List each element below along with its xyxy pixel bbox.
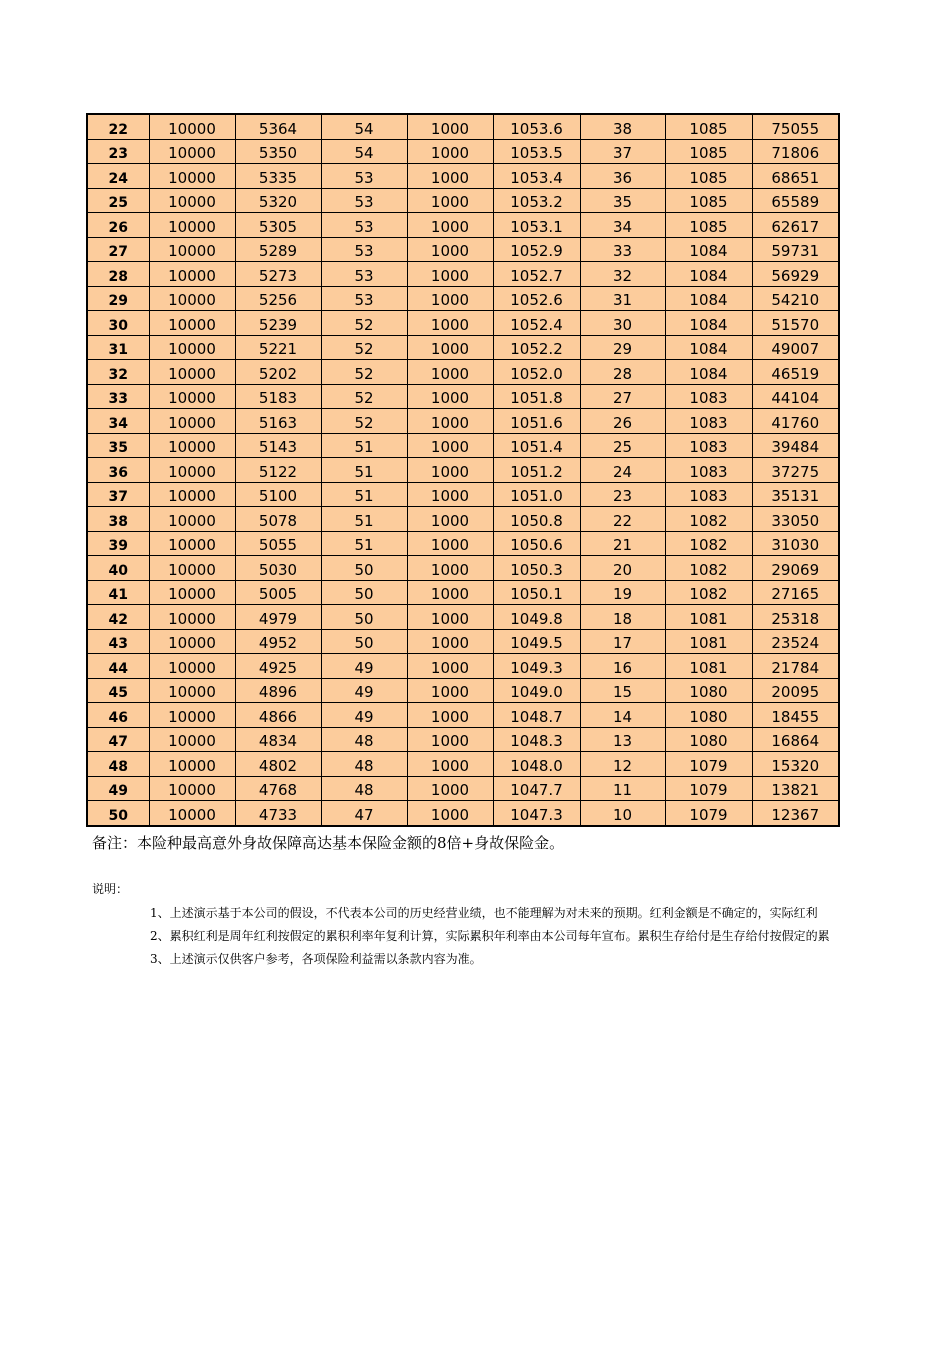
sum-assured-cell: 10000 [149,458,235,483]
col-6-cell: 1053.1 [493,213,580,238]
col-4-cell: 52 [321,409,407,434]
col-9-cell: 18455 [752,703,839,728]
col-9-cell: 13821 [752,776,839,801]
table-row [87,286,839,311]
col-7-cell: 11 [580,776,665,801]
col-4-cell: 51 [321,531,407,556]
premium-cell: 4925 [235,654,321,679]
col-8-cell: 1083 [665,458,752,483]
col-5-cell: 1000 [407,703,493,728]
premium-cell: 4952 [235,629,321,654]
premium-cell: 4802 [235,752,321,777]
col-5-cell: 1000 [407,335,493,360]
premium-cell: 5078 [235,507,321,532]
age-cell: 42 [87,605,149,630]
table-row [87,433,839,458]
col-9-cell: 65589 [752,188,839,213]
table-row [87,678,839,703]
age-cell: 44 [87,654,149,679]
age-cell: 26 [87,213,149,238]
col-4-cell: 48 [321,752,407,777]
sum-assured-cell: 10000 [149,409,235,434]
col-4-cell: 50 [321,605,407,630]
col-4-cell: 50 [321,580,407,605]
col-6-cell: 1048.3 [493,727,580,752]
sum-assured-cell: 10000 [149,384,235,409]
col-9-cell: 20095 [752,678,839,703]
table-row [87,139,839,164]
explanation-item: 2、累积红利是周年红利按假定的累积利率年复利计算，实际累积年利率由本公司每年宣布。累积生存给付是生存给付按假定的累 [150,929,830,943]
col-8-cell: 1085 [665,114,752,139]
age-cell: 40 [87,556,149,581]
sum-assured-cell: 10000 [149,654,235,679]
col-4-cell: 50 [321,556,407,581]
col-6-cell: 1052.0 [493,360,580,385]
col-5-cell: 1000 [407,458,493,483]
col-9-cell: 27165 [752,580,839,605]
age-cell: 45 [87,678,149,703]
col-4-cell: 49 [321,678,407,703]
premium-cell: 5273 [235,262,321,287]
col-6-cell: 1052.9 [493,237,580,262]
col-6-cell: 1050.3 [493,556,580,581]
col-7-cell: 16 [580,654,665,679]
table-row [87,335,839,360]
age-cell: 47 [87,727,149,752]
col-4-cell: 49 [321,703,407,728]
col-9-cell: 21784 [752,654,839,679]
col-8-cell: 1084 [665,262,752,287]
sum-assured-cell: 10000 [149,776,235,801]
premium-cell: 4896 [235,678,321,703]
col-8-cell: 1085 [665,139,752,164]
sum-assured-cell: 10000 [149,286,235,311]
age-cell: 41 [87,580,149,605]
col-9-cell: 29069 [752,556,839,581]
sum-assured-cell: 10000 [149,727,235,752]
col-4-cell: 53 [321,164,407,189]
table-row [87,164,839,189]
age-cell: 32 [87,360,149,385]
age-cell: 48 [87,752,149,777]
col-9-cell: 68651 [752,164,839,189]
sum-assured-cell: 10000 [149,311,235,336]
col-4-cell: 52 [321,335,407,360]
premium-cell: 5289 [235,237,321,262]
col-7-cell: 14 [580,703,665,728]
col-9-cell: 16864 [752,727,839,752]
col-6-cell: 1051.0 [493,482,580,507]
col-9-cell: 44104 [752,384,839,409]
col-5-cell: 1000 [407,507,493,532]
premium-cell: 4866 [235,703,321,728]
col-8-cell: 1080 [665,727,752,752]
sum-assured-cell: 10000 [149,139,235,164]
benefit-table-body [87,114,839,826]
premium-cell: 5335 [235,164,321,189]
col-8-cell: 1079 [665,801,752,826]
col-9-cell: 35131 [752,482,839,507]
premium-cell: 5030 [235,556,321,581]
col-6-cell: 1050.6 [493,531,580,556]
col-8-cell: 1080 [665,678,752,703]
col-5-cell: 1000 [407,482,493,507]
age-cell: 29 [87,286,149,311]
col-7-cell: 36 [580,164,665,189]
col-4-cell: 53 [321,237,407,262]
col-8-cell: 1084 [665,335,752,360]
col-6-cell: 1053.4 [493,164,580,189]
col-5-cell: 1000 [407,654,493,679]
sum-assured-cell: 10000 [149,678,235,703]
premium-cell: 5305 [235,213,321,238]
premium-cell: 4768 [235,776,321,801]
col-7-cell: 26 [580,409,665,434]
col-7-cell: 15 [580,678,665,703]
col-6-cell: 1050.8 [493,507,580,532]
col-5-cell: 1000 [407,286,493,311]
col-5-cell: 1000 [407,556,493,581]
col-7-cell: 19 [580,580,665,605]
col-9-cell: 54210 [752,286,839,311]
col-8-cell: 1079 [665,776,752,801]
col-9-cell: 75055 [752,114,839,139]
col-8-cell: 1081 [665,654,752,679]
sum-assured-cell: 10000 [149,605,235,630]
age-cell: 25 [87,188,149,213]
explanation-item: 3、上述演示仅供客户参考，各项保险利益需以条款内容为准。 [150,952,482,966]
col-4-cell: 52 [321,384,407,409]
col-7-cell: 20 [580,556,665,581]
col-6-cell: 1052.4 [493,311,580,336]
col-4-cell: 51 [321,458,407,483]
table-row [87,384,839,409]
sum-assured-cell: 10000 [149,629,235,654]
col-8-cell: 1083 [665,433,752,458]
premium-cell: 5122 [235,458,321,483]
col-5-cell: 1000 [407,776,493,801]
col-9-cell: 59731 [752,237,839,262]
sum-assured-cell: 10000 [149,188,235,213]
age-cell: 35 [87,433,149,458]
sum-assured-cell: 10000 [149,801,235,826]
age-cell: 38 [87,507,149,532]
col-7-cell: 12 [580,752,665,777]
age-cell: 28 [87,262,149,287]
premium-cell: 4979 [235,605,321,630]
col-6-cell: 1053.5 [493,139,580,164]
col-9-cell: 33050 [752,507,839,532]
explanation-title: 说明： [92,882,129,896]
col-7-cell: 37 [580,139,665,164]
col-4-cell: 49 [321,654,407,679]
sum-assured-cell: 10000 [149,703,235,728]
col-7-cell: 38 [580,114,665,139]
explanation-item: 1、上述演示基于本公司的假设，不代表本公司的历史经营业绩，也不能理解为对未来的预期。红利金额是不确定的，实际红利 [150,906,818,920]
age-cell: 50 [87,801,149,826]
table-row [87,237,839,262]
sum-assured-cell: 10000 [149,237,235,262]
premium-cell: 5256 [235,286,321,311]
col-6-cell: 1052.2 [493,335,580,360]
col-5-cell: 1000 [407,237,493,262]
col-5-cell: 1000 [407,531,493,556]
col-7-cell: 22 [580,507,665,532]
sum-assured-cell: 10000 [149,482,235,507]
col-5-cell: 1000 [407,580,493,605]
table-row [87,311,839,336]
col-7-cell: 28 [580,360,665,385]
col-5-cell: 1000 [407,114,493,139]
age-cell: 46 [87,703,149,728]
col-4-cell: 53 [321,286,407,311]
col-4-cell: 51 [321,482,407,507]
premium-cell: 5100 [235,482,321,507]
table-row [87,482,839,507]
col-6-cell: 1049.0 [493,678,580,703]
table-row [87,458,839,483]
table-row [87,114,839,139]
col-8-cell: 1083 [665,482,752,507]
col-5-cell: 1000 [407,213,493,238]
col-5-cell: 1000 [407,629,493,654]
col-4-cell: 54 [321,139,407,164]
age-cell: 34 [87,409,149,434]
col-8-cell: 1083 [665,409,752,434]
sum-assured-cell: 10000 [149,556,235,581]
premium-cell: 5005 [235,580,321,605]
age-cell: 27 [87,237,149,262]
premium-cell: 5163 [235,409,321,434]
col-4-cell: 53 [321,188,407,213]
col-9-cell: 39484 [752,433,839,458]
sum-assured-cell: 10000 [149,213,235,238]
col-7-cell: 18 [580,605,665,630]
col-6-cell: 1050.1 [493,580,580,605]
premium-cell: 5221 [235,335,321,360]
col-8-cell: 1081 [665,629,752,654]
table-row [87,531,839,556]
col-7-cell: 10 [580,801,665,826]
col-7-cell: 25 [580,433,665,458]
col-4-cell: 51 [321,507,407,532]
age-cell: 37 [87,482,149,507]
col-7-cell: 35 [580,188,665,213]
col-7-cell: 24 [580,458,665,483]
table-row [87,213,839,238]
col-8-cell: 1084 [665,286,752,311]
sum-assured-cell: 10000 [149,335,235,360]
table-row [87,654,839,679]
col-6-cell: 1052.6 [493,286,580,311]
col-4-cell: 54 [321,114,407,139]
col-8-cell: 1084 [665,311,752,336]
table-row [87,776,839,801]
col-5-cell: 1000 [407,752,493,777]
table-row [87,605,839,630]
benefit-table [86,113,840,827]
col-7-cell: 17 [580,629,665,654]
col-8-cell: 1082 [665,556,752,581]
col-6-cell: 1052.7 [493,262,580,287]
col-8-cell: 1085 [665,164,752,189]
sum-assured-cell: 10000 [149,752,235,777]
sum-assured-cell: 10000 [149,433,235,458]
col-4-cell: 52 [321,360,407,385]
age-cell: 30 [87,311,149,336]
col-9-cell: 46519 [752,360,839,385]
premium-cell: 5350 [235,139,321,164]
sum-assured-cell: 10000 [149,262,235,287]
sum-assured-cell: 10000 [149,531,235,556]
col-6-cell: 1053.6 [493,114,580,139]
col-8-cell: 1085 [665,188,752,213]
table-row [87,801,839,826]
table-row [87,188,839,213]
col-7-cell: 13 [580,727,665,752]
col-7-cell: 32 [580,262,665,287]
col-8-cell: 1082 [665,580,752,605]
col-6-cell: 1053.2 [493,188,580,213]
col-7-cell: 34 [580,213,665,238]
age-cell: 39 [87,531,149,556]
age-cell: 33 [87,384,149,409]
col-4-cell: 48 [321,776,407,801]
sum-assured-cell: 10000 [149,114,235,139]
explanation-list [150,902,950,971]
col-4-cell: 47 [321,801,407,826]
col-4-cell: 53 [321,213,407,238]
sum-assured-cell: 10000 [149,507,235,532]
col-6-cell: 1047.3 [493,801,580,826]
premium-cell: 4733 [235,801,321,826]
col-6-cell: 1049.3 [493,654,580,679]
col-9-cell: 62617 [752,213,839,238]
col-7-cell: 31 [580,286,665,311]
col-7-cell: 33 [580,237,665,262]
age-cell: 31 [87,335,149,360]
col-6-cell: 1048.0 [493,752,580,777]
premium-cell: 5202 [235,360,321,385]
age-cell: 22 [87,114,149,139]
col-5-cell: 1000 [407,727,493,752]
table-row [87,409,839,434]
table-row [87,360,839,385]
sum-assured-cell: 10000 [149,580,235,605]
col-9-cell: 56929 [752,262,839,287]
col-9-cell: 51570 [752,311,839,336]
col-5-cell: 1000 [407,188,493,213]
col-5-cell: 1000 [407,409,493,434]
col-5-cell: 1000 [407,678,493,703]
age-cell: 43 [87,629,149,654]
col-6-cell: 1051.6 [493,409,580,434]
age-cell: 24 [87,164,149,189]
col-6-cell: 1051.8 [493,384,580,409]
premium-cell: 4834 [235,727,321,752]
col-6-cell: 1051.2 [493,458,580,483]
col-7-cell: 27 [580,384,665,409]
premium-cell: 5320 [235,188,321,213]
col-6-cell: 1051.4 [493,433,580,458]
col-5-cell: 1000 [407,433,493,458]
col-5-cell: 1000 [407,801,493,826]
col-5-cell: 1000 [407,262,493,287]
col-9-cell: 31030 [752,531,839,556]
col-5-cell: 1000 [407,605,493,630]
premium-cell: 5055 [235,531,321,556]
col-9-cell: 37275 [752,458,839,483]
col-7-cell: 21 [580,531,665,556]
col-8-cell: 1082 [665,507,752,532]
col-8-cell: 1080 [665,703,752,728]
col-4-cell: 51 [321,433,407,458]
premium-cell: 5364 [235,114,321,139]
table-row [87,580,839,605]
remark-note: 备注：本险种最高意外身故保障高达基本保险金额的8倍+身故保险金。 [92,834,565,852]
col-8-cell: 1079 [665,752,752,777]
table-row [87,507,839,532]
premium-cell: 5183 [235,384,321,409]
col-5-cell: 1000 [407,384,493,409]
col-4-cell: 50 [321,629,407,654]
col-8-cell: 1084 [665,360,752,385]
table-row [87,629,839,654]
col-7-cell: 23 [580,482,665,507]
age-cell: 23 [87,139,149,164]
table-row [87,556,839,581]
premium-cell: 5143 [235,433,321,458]
col-9-cell: 23524 [752,629,839,654]
col-9-cell: 71806 [752,139,839,164]
col-4-cell: 48 [321,727,407,752]
sum-assured-cell: 10000 [149,360,235,385]
col-9-cell: 12367 [752,801,839,826]
table-row [87,727,839,752]
col-8-cell: 1084 [665,237,752,262]
col-8-cell: 1083 [665,384,752,409]
premium-cell: 5239 [235,311,321,336]
age-cell: 49 [87,776,149,801]
table-row [87,262,839,287]
sum-assured-cell: 10000 [149,164,235,189]
col-5-cell: 1000 [407,360,493,385]
col-6-cell: 1047.7 [493,776,580,801]
col-9-cell: 49007 [752,335,839,360]
col-9-cell: 41760 [752,409,839,434]
col-7-cell: 29 [580,335,665,360]
col-6-cell: 1048.7 [493,703,580,728]
table-row [87,703,839,728]
col-5-cell: 1000 [407,164,493,189]
col-4-cell: 53 [321,262,407,287]
col-8-cell: 1082 [665,531,752,556]
col-9-cell: 15320 [752,752,839,777]
col-6-cell: 1049.5 [493,629,580,654]
col-8-cell: 1081 [665,605,752,630]
age-cell: 36 [87,458,149,483]
col-8-cell: 1085 [665,213,752,238]
col-4-cell: 52 [321,311,407,336]
table-row [87,752,839,777]
col-5-cell: 1000 [407,311,493,336]
col-7-cell: 30 [580,311,665,336]
col-5-cell: 1000 [407,139,493,164]
col-9-cell: 25318 [752,605,839,630]
col-6-cell: 1049.8 [493,605,580,630]
